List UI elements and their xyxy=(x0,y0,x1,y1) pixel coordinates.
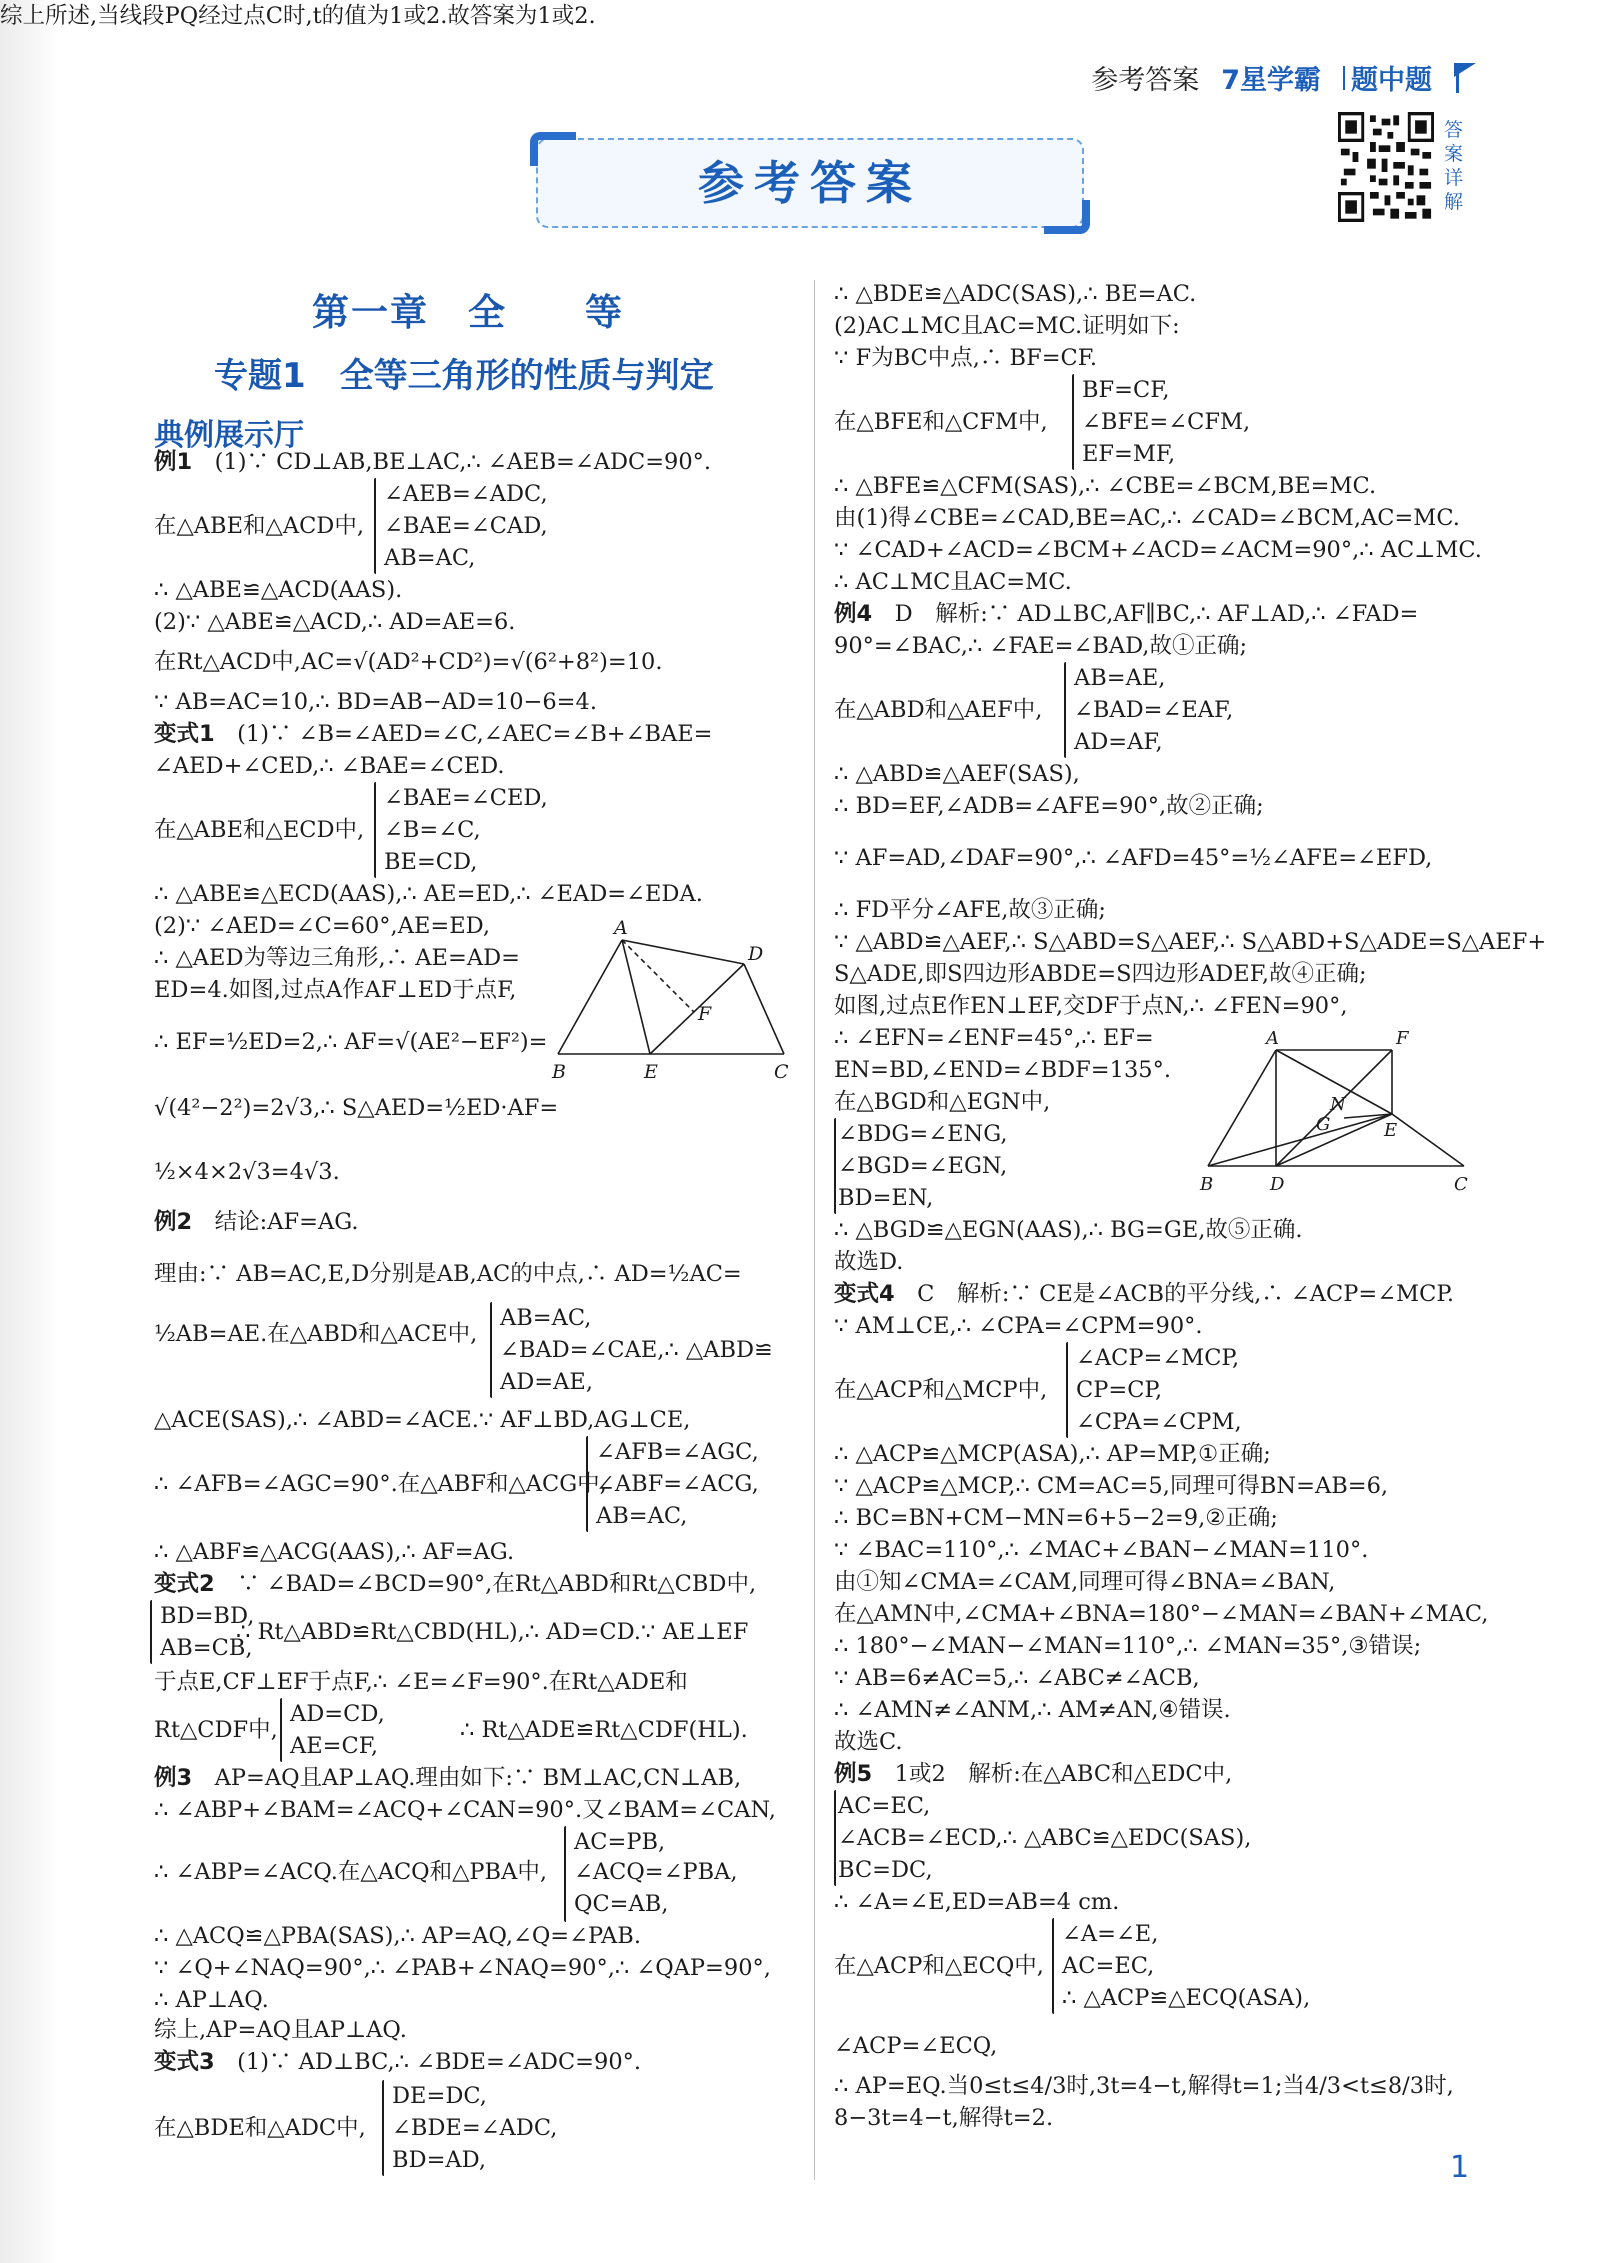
system-brace xyxy=(834,1790,836,1886)
right-answer-line: 例4 D 解析:∵ AD⊥BC,AF∥BC,∴ AF⊥AD,∴ ∠FAD= xyxy=(834,601,1419,627)
right-answer-line: ∴ △BGD≌△EGN(AAS),∴ BG=GE,故⑤正确. xyxy=(834,1217,1303,1243)
right-answer-line: ∠BDG=∠ENG, xyxy=(838,1121,1008,1147)
left-answer-line: ∠BAE=∠CAD, xyxy=(384,513,548,539)
left-answer-line: 在△BDE和△ADC中, xyxy=(154,2115,366,2141)
right-answer-line: (2)AC⊥MC且AC=MC.证明如下: xyxy=(834,313,1180,339)
example-label: 例2 xyxy=(154,1209,193,1235)
example-label: 例4 xyxy=(834,601,873,627)
left-answer-line: ∵ ∠Q+∠NAQ=90°,∴ ∠PAB+∠NAQ=90°,∴ ∠QAP=90°, xyxy=(154,1955,771,1981)
fig2-label-a: A xyxy=(1266,1028,1279,1049)
right-answer-line: 8−3t=4−t,解得t=2. xyxy=(834,2105,1054,2131)
left-answer-line: ∴ △ABE≌△ECD(AAS),∴ AE=ED,∴ ∠EAD=∠EDA. xyxy=(154,881,703,907)
example-label: 变式4 xyxy=(834,1281,895,1307)
example-label: 变式3 xyxy=(154,2049,215,2075)
left-answer-line: BD=AD, xyxy=(392,2147,487,2173)
left-answer-line: ∠AFB=∠AGC, xyxy=(596,1439,759,1465)
right-answer-line: ∴ △BDE≌△ADC(SAS),∴ BE=AC. xyxy=(834,281,1197,307)
banner-title: 参考答案 xyxy=(698,156,922,210)
right-answer-line: ∵ AM⊥CE,∴ ∠CPA=∠CPM=90°. xyxy=(834,1313,1203,1339)
left-answer-line: 例1 (1)∵ CD⊥AB,BE⊥AC,∴ ∠AEB=∠ADC=90°. xyxy=(154,449,712,475)
right-answer-line: 在△ABD和△AEF中, xyxy=(834,697,1043,723)
right-answer-line: ∴ △ACP≌△ECQ(ASA), xyxy=(1062,1985,1311,2011)
system-brace xyxy=(1052,1918,1054,2014)
left-answer-line: AE=CF, xyxy=(290,1733,379,1759)
divider xyxy=(1343,66,1345,90)
right-answer-line: ∴ AC⊥MC且AC=MC. xyxy=(834,569,1072,595)
chapter-title: 第一章 全 等 xyxy=(312,291,624,334)
left-answer-line: BE=CD, xyxy=(384,849,478,875)
right-answer-line: ∠BGD=∠EGN, xyxy=(838,1153,1008,1179)
left-answer-line: 在Rt△ACD中,AC=√(AD²+CD²)=√(6²+8²)=10. xyxy=(154,649,663,675)
right-answer-line: ∴ △ABD≌△AEF(SAS), xyxy=(834,761,1080,787)
fig1-label-d: D xyxy=(748,943,764,965)
right-answer-line: ∴ ∠AMN≠∠ANM,∴ AM≠AN,④错误. xyxy=(834,1697,1231,1723)
header-tag xyxy=(1343,58,1432,97)
left-answer-line: ½×4×2√3=4√3. xyxy=(154,1159,340,1185)
right-answer-line: ∴ ∠EFN=∠ENF=45°,∴ EF= xyxy=(834,1025,1154,1051)
left-answer-line: ½AB=AE.在△ABD和△ACE中, xyxy=(154,1321,478,1347)
right-answer-line: 在△BFE和△CFM中, xyxy=(834,409,1048,435)
right-answer-line: ∵ AB=6≠AC=5,∴ ∠ABC≠∠ACB, xyxy=(834,1665,1200,1691)
system-brace xyxy=(280,1698,282,1762)
system-brace xyxy=(382,2080,384,2176)
right-answer-line: ∴ BC=BN+CM−MN=6+5−2=9,②正确; xyxy=(834,1505,1278,1531)
right-answer-line: ∠A=∠E, xyxy=(1062,1921,1159,1947)
system-brace xyxy=(490,1302,492,1398)
flag-icon xyxy=(1454,63,1480,93)
fig1-label-e: E xyxy=(644,1061,658,1083)
left-answer-line: 例3 AP=AQ且AP⊥AQ.理由如下:∵ BM⊥AC,CN⊥AB, xyxy=(154,1765,742,1791)
system-brace xyxy=(1066,1342,1068,1438)
right-answer-line: ∵ ∠BAC=110°,∴ ∠MAC+∠BAN−∠MAN=110°. xyxy=(834,1537,1369,1563)
example-label: 变式1 xyxy=(154,721,215,747)
title-banner xyxy=(536,138,1084,228)
left-answer-line: ∴ △AED为等边三角形,∴ AE=AD= xyxy=(154,945,520,971)
left-answer-line: ∠AEB=∠ADC, xyxy=(384,481,548,507)
left-answer-line: ∠BAE=∠CED, xyxy=(384,785,548,811)
left-answer-line: ∠BAD=∠CAE,∴ △ABD≌ xyxy=(500,1337,773,1363)
right-answer-line: AC=EC, xyxy=(1062,1953,1155,1979)
page-edge-shadow xyxy=(0,0,58,2263)
left-answer-line: ∵ AB=AC=10,∴ BD=AB−AD=10−6=4. xyxy=(154,689,597,715)
fig1-label-f: F xyxy=(698,1003,712,1025)
left-answer-line: AB=AC, xyxy=(596,1503,688,1529)
system-brace xyxy=(374,782,376,878)
right-answer-line: 由(1)得∠CBE=∠CAD,BE=AC,∴ ∠CAD=∠BCM,AC=MC. xyxy=(834,505,1460,531)
right-answer-line: ∴ AP=EQ.当0≤t≤4/3时,3t=4−t,解得t=1;当4/3<t≤8/3时, xyxy=(834,2073,1454,2099)
right-answer-line: ∵ △ABD≌△AEF,∴ S△ABD=S△AEF,∴ S△ABD+S△ADE=S△AEF+ xyxy=(834,929,1547,955)
fig1-label-c: C xyxy=(774,1061,789,1083)
left-answer-line: ED=4.如图,过点A作AF⊥ED于点F, xyxy=(154,977,517,1003)
left-answer-line: (2)∵ △ABE≌△ACD,∴ AD=AE=6. xyxy=(154,609,516,635)
left-answer-line: 在△ABE和△ACD中, xyxy=(154,513,364,539)
right-answer-line: AB=AE, xyxy=(1074,665,1166,691)
example-label: 例5 xyxy=(834,1761,873,1787)
right-answer-line: 故选D. xyxy=(834,1249,904,1275)
system-brace xyxy=(1072,374,1074,470)
right-answer-line: BD=EN, xyxy=(838,1185,934,1211)
right-answer-line: 90°=∠BAC,∴ ∠FAE=∠BAD,故①正确; xyxy=(834,633,1248,659)
right-answer-line: BF=CF, xyxy=(1082,377,1170,403)
left-answer-line: ∴ △ABF≌△ACG(AAS),∴ AF=AG. xyxy=(154,1539,515,1565)
right-answer-line: ∵ △ACP≌△MCP,∴ CM=AC=5,同理可得BN=AB=6, xyxy=(834,1473,1389,1499)
system-brace xyxy=(586,1436,588,1532)
right-answer-line: ∠ACP=∠ECQ, xyxy=(834,2033,998,2059)
right-answer-line: S△ADE,即S四边形ABDE=S四边形ADEF,故④正确; xyxy=(834,961,1367,987)
right-answer-line: ∵ AF=AD,∠DAF=90°,∴ ∠AFD=45°=½∠AFE=∠EFD, xyxy=(834,845,1433,871)
left-answer-line: DE=DC, xyxy=(392,2083,487,2109)
right-answer-line: ∵ F为BC中点,∴ BF=CF. xyxy=(834,345,1098,371)
fig2-label-n: N xyxy=(1330,1094,1346,1115)
left-answer-line: ∠ACQ=∠PBA, xyxy=(574,1859,738,1885)
right-answer-line: EF=MF, xyxy=(1082,441,1176,467)
fig2-label-c: C xyxy=(1454,1174,1468,1195)
header-section: 参考答案 xyxy=(1091,65,1200,96)
right-answer-line: 在△AMN中,∠CMA+∠BNA=180°−∠MAN=∠BAN+∠MAC, xyxy=(834,1601,1489,1627)
left-answer-line: 变式1 (1)∵ ∠B=∠AED=∠C,∠AEC=∠B+∠BAE= xyxy=(154,721,713,747)
left-answer-line: 变式3 (1)∵ AD⊥BC,∴ ∠BDE=∠ADC=90°. xyxy=(154,2049,642,2075)
right-answer-line: CP=CP, xyxy=(1076,1377,1163,1403)
right-answer-line: 例5 1或2 解析:在△ABC和△EDC中, xyxy=(834,1761,1233,1787)
left-answer-line: ∠AED+∠CED,∴ ∠BAE=∠CED. xyxy=(154,753,505,779)
left-answer-line: 理由:∵ AB=AC,E,D分别是AB,AC的中点,∴ AD=½AC= xyxy=(154,1261,742,1287)
left-answer-line: AD=CD, xyxy=(290,1701,385,1727)
left-answer-line: 变式2 ∵ ∠BAD=∠BCD=90°,在Rt△ABD和Rt△CBD中, xyxy=(154,1571,757,1597)
running-header xyxy=(1091,58,1480,97)
column-divider xyxy=(814,280,815,2180)
right-answer-line: ∴ △ACP≌△MCP(ASA),∴ AP=MP,①正确; xyxy=(834,1441,1271,1467)
left-answer-line: ∴ ∠AFB=∠AGC=90°.在△ABF和△ACG中, xyxy=(154,1471,607,1497)
right-answer-line: ∵ ∠CAD+∠ACD=∠BCM+∠ACD=∠ACM=90°,∴ AC⊥MC. xyxy=(834,537,1482,563)
right-answer-line: ∠BAD=∠EAF, xyxy=(1074,697,1234,723)
left-answer-line: ∠ABF=∠ACG, xyxy=(596,1471,759,1497)
left-answer-line: ∴ △ACQ≌△PBA(SAS),∴ AP=AQ,∠Q=∠PAB. xyxy=(154,1923,641,1949)
fig1-label-b: B xyxy=(552,1061,566,1083)
right-answer-line: 综上所述,当线段PQ经过点C时,t的值为1或2.故答案为1或2. xyxy=(0,3,596,29)
left-answer-line: ∴ EF=½ED=2,∴ AF=√(AE²−EF²)= xyxy=(154,1029,548,1055)
left-answer-line: ∠BDE=∠ADC, xyxy=(392,2115,558,2141)
right-answer-line: ∴ 180°−∠MAN−∠MAN=110°,∴ ∠MAN=35°,③错误; xyxy=(834,1633,1422,1659)
fig2-label-g: G xyxy=(1316,1114,1331,1135)
left-answer-line: ∴ Rt△ABD≌Rt△CBD(HL),∴ AD=CD.∵ AE⊥EF xyxy=(236,1619,749,1645)
left-answer-line: QC=AB, xyxy=(574,1891,669,1917)
left-answer-line: ∴ ∠ABP=∠ACQ.在△ACQ和△PBA中, xyxy=(154,1859,547,1885)
right-answer-line: 由①知∠CMA=∠CAM,同理可得∠BNA=∠BAN, xyxy=(834,1569,1336,1595)
qr-code[interactable] xyxy=(1338,112,1434,222)
example-label: 变式2 xyxy=(154,1571,215,1597)
left-answer-line: ∴ ∠ABP+∠BAM=∠ACQ+∠CAN=90°.又∠BAM=∠CAN, xyxy=(154,1797,776,1823)
right-answer-line: 如图,过点E作EN⊥EF,交DF于点N,∴ ∠FEN=90°, xyxy=(834,993,1348,1019)
right-answer-line: EN=BD,∠END=∠BDF=135°. xyxy=(834,1057,1171,1083)
fig2-label-d: D xyxy=(1270,1174,1285,1195)
fig2-label-f: F xyxy=(1396,1028,1409,1049)
system-brace xyxy=(374,478,376,574)
right-answer-line: ∠CPA=∠CPM, xyxy=(1076,1409,1242,1435)
example-label: 例1 xyxy=(154,449,193,475)
left-answer-line: AD=AE, xyxy=(500,1369,593,1395)
system-brace xyxy=(834,1118,836,1214)
left-answer-line: 在△ABE和△ECD中, xyxy=(154,817,365,843)
system-brace xyxy=(564,1826,566,1922)
topic-title: 专题1 全等三角形的性质与判定 xyxy=(214,356,714,396)
right-answer-line: ∠BFE=∠CFM, xyxy=(1082,409,1251,435)
header-tag-text: 题中题 xyxy=(1351,65,1432,96)
right-answer-line: 故选C. xyxy=(834,1729,903,1755)
left-answer-line: △ACE(SAS),∴ ∠ABD=∠ACE.∵ AF⊥BD,AG⊥CE, xyxy=(154,1407,691,1433)
right-answer-line: ∴ ∠A=∠E,ED=AB=4 cm. xyxy=(834,1889,1120,1915)
figure-square-construction xyxy=(1190,1028,1480,1204)
left-answer-line: ∴ AP⊥AQ. xyxy=(154,1987,269,2013)
left-answer-line: 于点E,CF⊥EF于点F,∴ ∠E=∠F=90°.在Rt△ADE和 xyxy=(154,1669,688,1695)
qr-label: 答案详解 xyxy=(1444,119,1464,213)
right-answer-line: AC=EC, xyxy=(838,1793,931,1819)
right-answer-line: 在△ACP和△ECQ中, xyxy=(834,1953,1044,1979)
left-answer-line: Rt△CDF中, xyxy=(154,1717,278,1743)
right-answer-line: 变式4 C 解析:∵ CE是∠ACB的平分线,∴ ∠ACP=∠MCP. xyxy=(834,1281,1455,1307)
left-answer-line: ∴ △ABE≌△ACD(AAS). xyxy=(154,577,403,603)
right-answer-line: 在△BGD和△EGN中, xyxy=(834,1089,1051,1115)
fig1-label-a: A xyxy=(614,917,628,939)
right-answer-line: ∠ACB=∠ECD,∴ △ABC≌△EDC(SAS), xyxy=(838,1825,1252,1851)
left-answer-line: AB=AC, xyxy=(384,545,476,571)
page-number: 1 xyxy=(1450,2150,1470,2185)
left-answer-line: (2)∵ ∠AED=∠C=60°,AE=ED, xyxy=(154,913,491,939)
left-answer-line: AC=PB, xyxy=(574,1829,666,1855)
figure-triangle-aed xyxy=(548,912,794,1092)
left-answer-line: ∠B=∠C, xyxy=(384,817,481,843)
left-answer-line: AB=CB, xyxy=(160,1635,253,1661)
left-answer-line: ∴ Rt△ADE≌Rt△CDF(HL). xyxy=(460,1717,748,1743)
section-title: 典例展示厅 xyxy=(154,418,304,453)
fig2-label-e: E xyxy=(1384,1120,1398,1141)
left-answer-line: AB=AC, xyxy=(500,1305,592,1331)
right-answer-line: AD=AF, xyxy=(1074,729,1163,755)
right-answer-line: ∴ △BFE≌△CFM(SAS),∴ ∠CBE=∠BCM,BE=MC. xyxy=(834,473,1377,499)
left-answer-line: √(4²−2²)=2√3,∴ S△AED=½ED·AF= xyxy=(154,1095,559,1121)
right-answer-line: BC=DC, xyxy=(838,1857,933,1883)
left-answer-line: BD=BD, xyxy=(160,1603,255,1629)
header-brand: 7星学霸 xyxy=(1221,65,1321,96)
left-answer-line: 综上,AP=AQ且AP⊥AQ. xyxy=(154,2017,407,2043)
system-brace xyxy=(150,1600,152,1664)
right-answer-line: 在△ACP和△MCP中, xyxy=(834,1377,1048,1403)
example-label: 例3 xyxy=(154,1765,193,1791)
right-answer-line: ∠ACP=∠MCP, xyxy=(1076,1345,1240,1371)
left-answer-line: 例2 结论:AF=AG. xyxy=(154,1209,359,1235)
right-answer-line: ∴ BD=EF,∠ADB=∠AFE=90°,故②正确; xyxy=(834,793,1264,819)
system-brace xyxy=(1064,662,1066,758)
right-answer-line: ∴ FD平分∠AFE,故③正确; xyxy=(834,897,1106,923)
fig2-label-b: B xyxy=(1200,1174,1214,1195)
